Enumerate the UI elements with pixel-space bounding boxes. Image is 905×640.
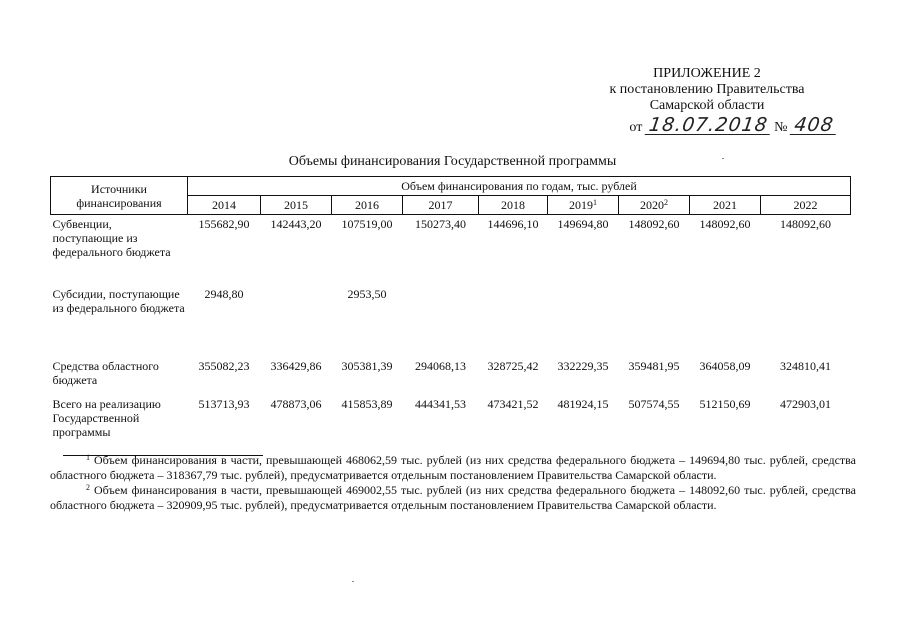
value-cell: 336429,86 — [270, 359, 322, 373]
source-cell: Средства областного бюджета — [52, 359, 159, 387]
value-cell — [619, 277, 690, 345]
value-cell: 142443,20 — [270, 217, 322, 231]
table-row — [51, 345, 851, 391]
value-cell: 478873,06 — [270, 397, 322, 411]
appendix-line-decree: к постановлению Правительства — [609, 82, 805, 97]
years-group-header: Объем финансирования по годам, тыс. рублей — [188, 177, 851, 196]
year-header — [188, 196, 261, 215]
year-label: 2022 — [793, 198, 818, 212]
value-cell: 513713,93 — [198, 397, 250, 411]
table-row — [51, 277, 851, 345]
value-cell: 332229,35 — [557, 359, 609, 373]
value-cell: 444341,53 — [415, 397, 466, 411]
value-cell: 148092,60 — [699, 217, 751, 231]
appendix-title: ПРИЛОЖЕНИЕ 2 — [653, 66, 761, 81]
source-cell: Всего на реализацию Государственной программы — [52, 397, 161, 439]
year-header — [479, 196, 548, 215]
from-label: от — [629, 120, 643, 135]
value-cell: 148092,60 — [780, 217, 832, 231]
footnote-mark: 2 — [86, 483, 90, 492]
value-cell: 415853,89 — [341, 397, 393, 411]
footnote — [50, 483, 856, 513]
value-cell: 150273,40 — [415, 217, 466, 231]
footnote-text: Объем финансирования в части, превышающей 468062,59 тыс. рублей (из них средства федерального бюджета – 149694,80 тыс. рублей, средства областного бюджета – 318367,79 тыс. рублей), предусматривается отдельным постановлением Правительства Самарской области. — [50, 453, 856, 482]
value-cell — [403, 277, 479, 345]
year-label: 2014 — [212, 198, 236, 212]
year-header — [690, 196, 761, 215]
year-header — [261, 196, 332, 215]
scan-speck — [352, 581, 354, 582]
value-cell — [261, 277, 332, 345]
year-header — [761, 196, 851, 215]
decree-date-number — [577, 116, 837, 138]
appendix-header — [577, 66, 837, 138]
source-cell: Субсидии, поступающие из федерального бюджета — [52, 287, 185, 315]
value-cell: 355082,23 — [198, 359, 250, 373]
value-cell: 472903,01 — [780, 397, 832, 411]
value-cell: 149694,80 — [557, 217, 609, 231]
value-cell — [479, 277, 548, 345]
source-column-header: Источники финансирования — [51, 177, 188, 215]
value-cell — [548, 277, 619, 345]
value-cell: 328725,42 — [487, 359, 539, 373]
value-cell: 2953,50 — [347, 287, 387, 301]
year-label: 2015 — [284, 198, 308, 212]
value-cell: 2948,80 — [204, 287, 244, 301]
year-label: 2020 — [640, 198, 664, 212]
value-cell: 305381,39 — [341, 359, 393, 373]
table-row — [51, 391, 851, 441]
appendix-line-region: Самарской области — [649, 98, 765, 113]
value-cell: 507574,55 — [628, 397, 680, 411]
value-cell: 324810,41 — [780, 359, 832, 373]
source-cell: Субвенции, поступающие из федерального бюджета — [52, 217, 171, 259]
document-title: Объемы финансирования Государственной программы — [288, 154, 617, 169]
financing-table — [50, 176, 851, 441]
footnotes — [50, 453, 856, 513]
value-cell: 364058,09 — [699, 359, 751, 373]
value-cell: 473421,52 — [487, 397, 539, 411]
footnote-mark: 1 — [86, 453, 90, 462]
year-header — [332, 196, 403, 215]
footnote-mark: 1 — [593, 198, 597, 207]
value-cell: 107519,00 — [341, 217, 393, 231]
year-header — [619, 196, 690, 215]
year-label: 2016 — [355, 198, 379, 212]
value-cell — [761, 277, 851, 345]
value-cell: 512150,69 — [699, 397, 751, 411]
year-label: 2018 — [501, 198, 525, 212]
value-cell: 144696,10 — [487, 217, 539, 231]
footnote-text: Объем финансирования в части, превышающей 469002,55 тыс. рублей (из них средства федерального бюджета – 148092,60 тыс. рублей, средства областного бюджета – 320909,95 тыс. рублей), предусматривается отдельным постановлением Правительства Самарской области. — [50, 483, 856, 512]
table-row — [51, 215, 851, 278]
handwritten-date: 18.07.2018 — [645, 116, 772, 135]
value-cell: 481924,15 — [557, 397, 609, 411]
value-cell: 148092,60 — [628, 217, 680, 231]
year-header — [403, 196, 479, 215]
value-cell: 155682,90 — [198, 217, 250, 231]
value-cell: 294068,13 — [415, 359, 466, 373]
footnote — [50, 453, 856, 483]
value-cell: 359481,95 — [628, 359, 680, 373]
number-label: № — [774, 120, 788, 135]
year-label: 2021 — [713, 198, 737, 212]
value-cell — [690, 277, 761, 345]
year-label: 2017 — [428, 198, 453, 212]
table-body — [51, 215, 851, 442]
year-label: 2019 — [569, 198, 593, 212]
scan-speck — [722, 158, 724, 159]
handwritten-number: 408 — [790, 116, 839, 135]
year-header — [548, 196, 619, 215]
footnote-mark: 2 — [664, 198, 668, 207]
